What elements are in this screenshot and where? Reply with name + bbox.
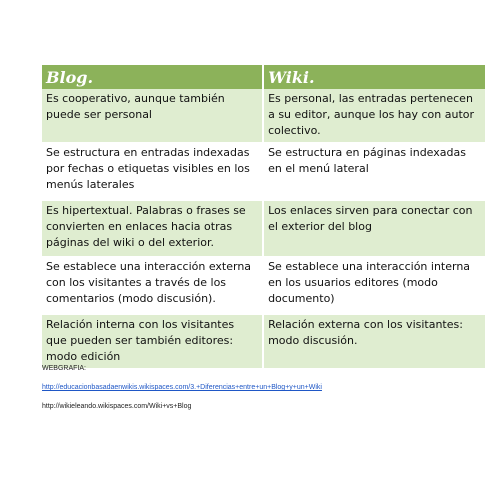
reference-url: http://wikieleando.wikispaces.com/Wiki+vs+Blog xyxy=(42,403,192,410)
comparison-table xyxy=(42,65,485,369)
table-cell: Relación interna con los visitantes que pueden ser también editores: modo edición xyxy=(42,315,263,369)
webgrafia-section xyxy=(42,365,482,410)
table-cell: Se establece una interacción interna en los usuarios editores (modo documento) xyxy=(263,257,485,315)
table-cell: Es personal, las entradas pertenecen a su editor, aunque los hay con autor colectivo. xyxy=(263,89,485,143)
table-cell: Se estructura en entradas indexadas por fechas o etiquetas visibles en los menús laterales xyxy=(42,143,263,201)
reference-link[interactable]: http://educacionbasadaenwikis.wikispaces.com/3.+Diferencias+entre+un+Blog+y+un+Wiki xyxy=(42,384,322,391)
table-cell: Se estructura en páginas indexadas en el menú lateral xyxy=(263,143,485,201)
table-header-row xyxy=(42,65,485,89)
header-blog: Blog. xyxy=(42,65,263,89)
table-row xyxy=(42,257,485,315)
table-cell: Relación externa con los visitantes: modo discusión. xyxy=(263,315,485,369)
webgrafia-label: WEBGRAFIA: xyxy=(42,365,86,372)
table-row xyxy=(42,201,485,257)
table-cell: Los enlaces sirven para conectar con el exterior del blog xyxy=(263,201,485,257)
header-wiki: Wiki. xyxy=(263,65,485,89)
table-cell: Es cooperativo, aunque también puede ser personal xyxy=(42,89,263,143)
table-row xyxy=(42,89,485,143)
table-row xyxy=(42,143,485,201)
table-row xyxy=(42,315,485,369)
table-cell: Se establece una interacción externa con los visitantes a través de los comentarios (modo discusión). xyxy=(42,257,263,315)
table-cell: Es hipertextual. Palabras o frases se convierten en enlaces hacia otras páginas del wiki o del exterior. xyxy=(42,201,263,257)
